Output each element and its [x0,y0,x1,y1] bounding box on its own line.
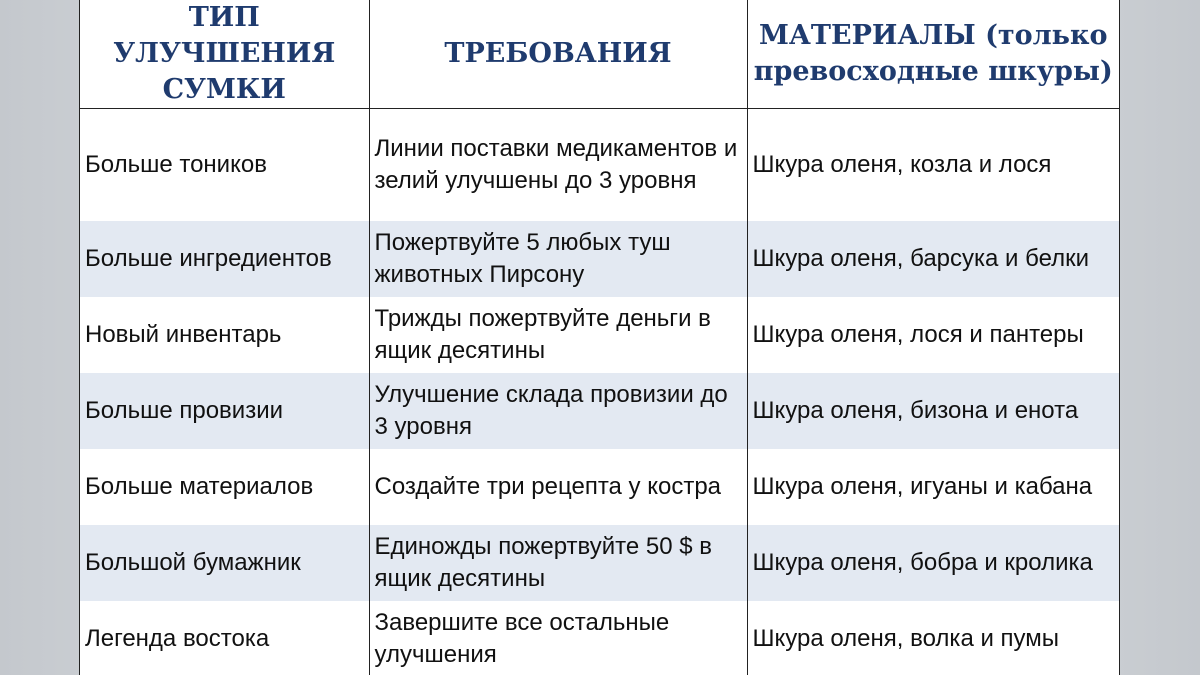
table-row [80,601,1119,675]
cell-upgrade-type: Больше ингредиентов [80,221,369,297]
cell-requirement: Улучшение склада провизии до 3 уровня [369,373,747,449]
table-row [80,525,1119,601]
cell-materials: Шкура оленя, барсука и белки [747,221,1119,297]
cell-requirement: Линии поставки медикаментов и зелий улучшены до 3 уровня [369,109,747,221]
satchel-upgrades-table [80,0,1119,675]
cell-upgrade-type: Новый инвентарь [80,297,369,373]
table-row [80,373,1119,449]
table-row [80,297,1119,373]
cell-upgrade-type: Больше материалов [80,449,369,525]
satchel-upgrades-table-container [79,0,1120,675]
header-materials: МАТЕРИАЛЫ (только превосходные шкуры) [747,0,1119,109]
cell-requirement: Трижды пожертвуйте деньги в ящик десятины [369,297,747,373]
cell-materials: Шкура оленя, бобра и кролика [747,525,1119,601]
cell-upgrade-type: Больше тоников [80,109,369,221]
cell-materials: Шкура оленя, игуаны и кабана [747,449,1119,525]
cell-upgrade-type: Больше провизии [80,373,369,449]
cell-materials: Шкура оленя, волка и пумы [747,601,1119,675]
cell-requirement: Завершите все остальные улучшения [369,601,747,675]
table-row [80,109,1119,221]
table-row [80,449,1119,525]
cell-upgrade-type: Большой бумажник [80,525,369,601]
cell-requirement: Единожды пожертвуйте 50 $ в ящик десятины [369,525,747,601]
header-upgrade-type: ТИП УЛУЧШЕНИЯ СУМКИ [80,0,369,109]
header-requirements: ТРЕБОВАНИЯ [369,0,747,109]
cell-materials: Шкура оленя, бизона и енота [747,373,1119,449]
cell-requirement: Создайте три рецепта у костра [369,449,747,525]
table-header-row [80,0,1119,109]
cell-requirement: Пожертвуйте 5 любых туш животных Пирсону [369,221,747,297]
table-row [80,221,1119,297]
cell-materials: Шкура оленя, козла и лося [747,109,1119,221]
cell-materials: Шкура оленя, лося и пантеры [747,297,1119,373]
cell-upgrade-type: Легенда востока [80,601,369,675]
